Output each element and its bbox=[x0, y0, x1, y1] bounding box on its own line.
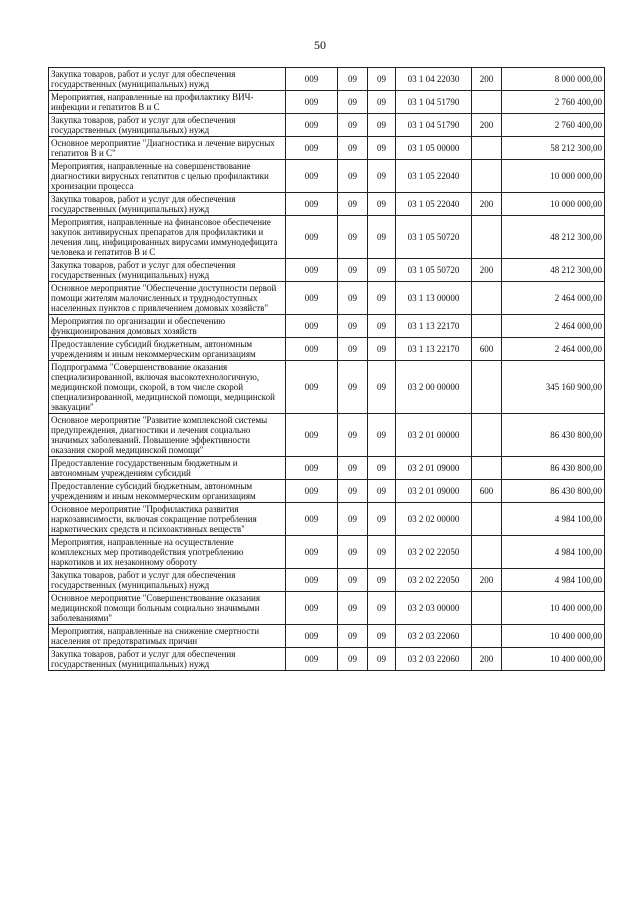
item-name-cell: Закупка товаров, работ и услуг для обеспечения государственных (муниципальных) нужд bbox=[49, 193, 286, 216]
target-article-cell: 03 1 05 22040 bbox=[396, 160, 472, 193]
expense-type-cell bbox=[472, 536, 502, 569]
target-article-cell: 03 1 05 00000 bbox=[396, 137, 472, 160]
section-cell: 09 bbox=[338, 592, 368, 625]
amount-cell: 48 212 300,00 bbox=[502, 216, 605, 259]
table-row bbox=[49, 503, 605, 536]
target-article-cell: 03 2 02 22050 bbox=[396, 536, 472, 569]
expense-type-cell bbox=[472, 414, 502, 457]
subsection-cell: 09 bbox=[368, 68, 396, 91]
subsection-cell: 09 bbox=[368, 137, 396, 160]
section-cell: 09 bbox=[338, 68, 368, 91]
amount-cell: 2 464 000,00 bbox=[502, 282, 605, 315]
section-cell: 09 bbox=[338, 480, 368, 503]
amount-cell: 10 400 000,00 bbox=[502, 648, 605, 671]
ministry-code-cell: 009 bbox=[286, 68, 338, 91]
target-article-cell: 03 2 02 00000 bbox=[396, 503, 472, 536]
section-cell: 09 bbox=[338, 216, 368, 259]
table-row bbox=[49, 160, 605, 193]
section-cell: 09 bbox=[338, 338, 368, 361]
target-article-cell: 03 1 13 00000 bbox=[396, 282, 472, 315]
ministry-code-cell: 009 bbox=[286, 193, 338, 216]
item-name-cell: Предоставление субсидий бюджетным, автономным учреждениям и иным некоммерческим организациям bbox=[49, 480, 286, 503]
section-cell: 09 bbox=[338, 160, 368, 193]
amount-cell: 8 000 000,00 bbox=[502, 68, 605, 91]
item-name-cell: Основное мероприятие "Профилактика развития наркозависимости, включая сокращение потребления наркотических средств и психоактивных веществ" bbox=[49, 503, 286, 536]
table-row bbox=[49, 315, 605, 338]
subsection-cell: 09 bbox=[368, 114, 396, 137]
ministry-code-cell: 009 bbox=[286, 414, 338, 457]
target-article-cell: 03 2 03 22060 bbox=[396, 648, 472, 671]
expense-type-cell bbox=[472, 91, 502, 114]
target-article-cell: 03 1 04 51790 bbox=[396, 114, 472, 137]
ministry-code-cell: 009 bbox=[286, 315, 338, 338]
target-article-cell: 03 2 02 22050 bbox=[396, 569, 472, 592]
section-cell: 09 bbox=[338, 414, 368, 457]
item-name-cell: Закупка товаров, работ и услуг для обеспечения государственных (муниципальных) нужд bbox=[49, 114, 286, 137]
ministry-code-cell: 009 bbox=[286, 114, 338, 137]
item-name-cell: Основное мероприятие "Диагностика и лечение вирусных гепатитов В и С" bbox=[49, 137, 286, 160]
section-cell: 09 bbox=[338, 259, 368, 282]
amount-cell: 10 400 000,00 bbox=[502, 625, 605, 648]
section-cell: 09 bbox=[338, 648, 368, 671]
subsection-cell: 09 bbox=[368, 648, 396, 671]
subsection-cell: 09 bbox=[368, 480, 396, 503]
target-article-cell: 03 2 03 00000 bbox=[396, 592, 472, 625]
expense-type-cell bbox=[472, 457, 502, 480]
section-cell: 09 bbox=[338, 457, 368, 480]
ministry-code-cell: 009 bbox=[286, 91, 338, 114]
ministry-code-cell: 009 bbox=[286, 338, 338, 361]
item-name-cell: Мероприятия по организации и обеспечению функционирования домовых хозяйств bbox=[49, 315, 286, 338]
ministry-code-cell: 009 bbox=[286, 259, 338, 282]
section-cell: 09 bbox=[338, 536, 368, 569]
ministry-code-cell: 009 bbox=[286, 569, 338, 592]
section-cell: 09 bbox=[338, 625, 368, 648]
ministry-code-cell: 009 bbox=[286, 625, 338, 648]
amount-cell: 10 000 000,00 bbox=[502, 193, 605, 216]
subsection-cell: 09 bbox=[368, 503, 396, 536]
expense-type-cell bbox=[472, 361, 502, 414]
target-article-cell: 03 2 03 22060 bbox=[396, 625, 472, 648]
expense-type-cell bbox=[472, 592, 502, 625]
amount-cell: 4 984 100,00 bbox=[502, 536, 605, 569]
item-name-cell: Мероприятия, направленные на финансовое обеспечение закупок антивирусных препаратов для профилактики и лечения лиц, инфицированных вирусами иммунодефицита человека и гепатитов В и С bbox=[49, 216, 286, 259]
table-row bbox=[49, 137, 605, 160]
item-name-cell: Закупка товаров, работ и услуг для обеспечения государственных (муниципальных) нужд bbox=[49, 569, 286, 592]
amount-cell: 58 212 300,00 bbox=[502, 137, 605, 160]
page-number: 50 bbox=[314, 38, 326, 52]
table-row bbox=[49, 569, 605, 592]
subsection-cell: 09 bbox=[368, 414, 396, 457]
target-article-cell: 03 1 04 22030 bbox=[396, 68, 472, 91]
target-article-cell: 03 1 05 22040 bbox=[396, 193, 472, 216]
item-name-cell: Подпрограмма "Совершенствование оказания специализированной, включая высокотехнологичную, медицинской помощи, скорой, в том числе скорой специализированной, медицинской помощи, медицинской эвакуации" bbox=[49, 361, 286, 414]
section-cell: 09 bbox=[338, 361, 368, 414]
item-name-cell: Основное мероприятие "Развитие комплексной системы предупреждения, диагностики и лечения социально значимых заболеваний. Повышение эффективности оказания скорой медицинской помощи" bbox=[49, 414, 286, 457]
expense-type-cell: 600 bbox=[472, 480, 502, 503]
expense-type-cell bbox=[472, 137, 502, 160]
table-row bbox=[49, 193, 605, 216]
section-cell: 09 bbox=[338, 569, 368, 592]
table-row bbox=[49, 457, 605, 480]
ministry-code-cell: 009 bbox=[286, 160, 338, 193]
expense-type-cell bbox=[472, 315, 502, 338]
subsection-cell: 09 bbox=[368, 216, 396, 259]
item-name-cell: Мероприятия, направленные на профилактику ВИЧ-инфекции и гепатитов В и С bbox=[49, 91, 286, 114]
target-article-cell: 03 2 01 00000 bbox=[396, 414, 472, 457]
amount-cell: 86 430 800,00 bbox=[502, 457, 605, 480]
subsection-cell: 09 bbox=[368, 338, 396, 361]
table-row bbox=[49, 114, 605, 137]
target-article-cell: 03 1 05 50720 bbox=[396, 216, 472, 259]
subsection-cell: 09 bbox=[368, 569, 396, 592]
subsection-cell: 09 bbox=[368, 625, 396, 648]
expense-type-cell: 600 bbox=[472, 338, 502, 361]
table-row bbox=[49, 414, 605, 457]
item-name-cell: Закупка товаров, работ и услуг для обеспечения государственных (муниципальных) нужд bbox=[49, 259, 286, 282]
section-cell: 09 bbox=[338, 315, 368, 338]
item-name-cell: Основное мероприятие "Обеспечение доступности первой помощи жителям малочисленных и труднодоступных населенных пунктов с привлечением домовых хозяйств" bbox=[49, 282, 286, 315]
expense-type-cell: 200 bbox=[472, 114, 502, 137]
target-article-cell: 03 1 04 51790 bbox=[396, 91, 472, 114]
amount-cell: 2 760 400,00 bbox=[502, 114, 605, 137]
ministry-code-cell: 009 bbox=[286, 503, 338, 536]
ministry-code-cell: 009 bbox=[286, 480, 338, 503]
target-article-cell: 03 2 00 00000 bbox=[396, 361, 472, 414]
expense-type-cell bbox=[472, 160, 502, 193]
ministry-code-cell: 009 bbox=[286, 592, 338, 625]
expense-type-cell: 200 bbox=[472, 648, 502, 671]
table-row bbox=[49, 625, 605, 648]
subsection-cell: 09 bbox=[368, 592, 396, 625]
table-row bbox=[49, 68, 605, 91]
table-row bbox=[49, 648, 605, 671]
subsection-cell: 09 bbox=[368, 160, 396, 193]
section-cell: 09 bbox=[338, 193, 368, 216]
amount-cell: 48 212 300,00 bbox=[502, 259, 605, 282]
subsection-cell: 09 bbox=[368, 259, 396, 282]
table-row bbox=[49, 259, 605, 282]
item-name-cell: Закупка товаров, работ и услуг для обеспечения государственных (муниципальных) нужд bbox=[49, 648, 286, 671]
amount-cell: 86 430 800,00 bbox=[502, 414, 605, 457]
amount-cell: 4 984 100,00 bbox=[502, 569, 605, 592]
section-cell: 09 bbox=[338, 91, 368, 114]
amount-cell: 345 160 900,00 bbox=[502, 361, 605, 414]
table-row bbox=[49, 361, 605, 414]
amount-cell: 10 400 000,00 bbox=[502, 592, 605, 625]
target-article-cell: 03 1 13 22170 bbox=[396, 315, 472, 338]
table-row bbox=[49, 91, 605, 114]
table-row bbox=[49, 592, 605, 625]
amount-cell: 86 430 800,00 bbox=[502, 480, 605, 503]
ministry-code-cell: 009 bbox=[286, 137, 338, 160]
amount-cell: 2 760 400,00 bbox=[502, 91, 605, 114]
table-row bbox=[49, 282, 605, 315]
table-row bbox=[49, 480, 605, 503]
subsection-cell: 09 bbox=[368, 536, 396, 569]
expense-type-cell bbox=[472, 282, 502, 315]
ministry-code-cell: 009 bbox=[286, 648, 338, 671]
ministry-code-cell: 009 bbox=[286, 216, 338, 259]
item-name-cell: Предоставление государственным бюджетным и автономным учреждениям субсидий bbox=[49, 457, 286, 480]
amount-cell: 2 464 000,00 bbox=[502, 315, 605, 338]
expense-type-cell: 200 bbox=[472, 68, 502, 91]
expense-type-cell bbox=[472, 216, 502, 259]
section-cell: 09 bbox=[338, 282, 368, 315]
table-row bbox=[49, 216, 605, 259]
ministry-code-cell: 009 bbox=[286, 536, 338, 569]
item-name-cell: Мероприятия, направленные на снижение смертности населения от предотвратимых причин bbox=[49, 625, 286, 648]
subsection-cell: 09 bbox=[368, 282, 396, 315]
ministry-code-cell: 009 bbox=[286, 457, 338, 480]
item-name-cell: Предоставление субсидий бюджетным, автономным учреждениям и иным некоммерческим организациям bbox=[49, 338, 286, 361]
item-name-cell: Мероприятия, направленные на осуществление комплексных мер противодействия употреблению наркотиков и их незаконному обороту bbox=[49, 536, 286, 569]
subsection-cell: 09 bbox=[368, 193, 396, 216]
target-article-cell: 03 2 01 09000 bbox=[396, 480, 472, 503]
table-row bbox=[49, 338, 605, 361]
amount-cell: 2 464 000,00 bbox=[502, 338, 605, 361]
expense-type-cell: 200 bbox=[472, 193, 502, 216]
expense-type-cell: 200 bbox=[472, 259, 502, 282]
ministry-code-cell: 009 bbox=[286, 361, 338, 414]
section-cell: 09 bbox=[338, 114, 368, 137]
expense-type-cell bbox=[472, 625, 502, 648]
amount-cell: 10 000 000,00 bbox=[502, 160, 605, 193]
expense-type-cell: 200 bbox=[472, 569, 502, 592]
section-cell: 09 bbox=[338, 137, 368, 160]
item-name-cell: Мероприятия, направленные на совершенствование диагностики вирусных гепатитов с целью профилактики хронизации процесса bbox=[49, 160, 286, 193]
section-cell: 09 bbox=[338, 503, 368, 536]
target-article-cell: 03 1 13 22170 bbox=[396, 338, 472, 361]
target-article-cell: 03 1 05 50720 bbox=[396, 259, 472, 282]
budget-table bbox=[48, 67, 605, 671]
subsection-cell: 09 bbox=[368, 91, 396, 114]
table-row bbox=[49, 536, 605, 569]
ministry-code-cell: 009 bbox=[286, 282, 338, 315]
budget-table-body bbox=[49, 68, 605, 671]
subsection-cell: 09 bbox=[368, 315, 396, 338]
subsection-cell: 09 bbox=[368, 361, 396, 414]
target-article-cell: 03 2 01 09000 bbox=[396, 457, 472, 480]
expense-type-cell bbox=[472, 503, 502, 536]
item-name-cell: Закупка товаров, работ и услуг для обеспечения государственных (муниципальных) нужд bbox=[49, 68, 286, 91]
item-name-cell: Основное мероприятие "Совершенствование оказания медицинской помощи больным социально значимыми заболеваниями" bbox=[49, 592, 286, 625]
subsection-cell: 09 bbox=[368, 457, 396, 480]
amount-cell: 4 984 100,00 bbox=[502, 503, 605, 536]
